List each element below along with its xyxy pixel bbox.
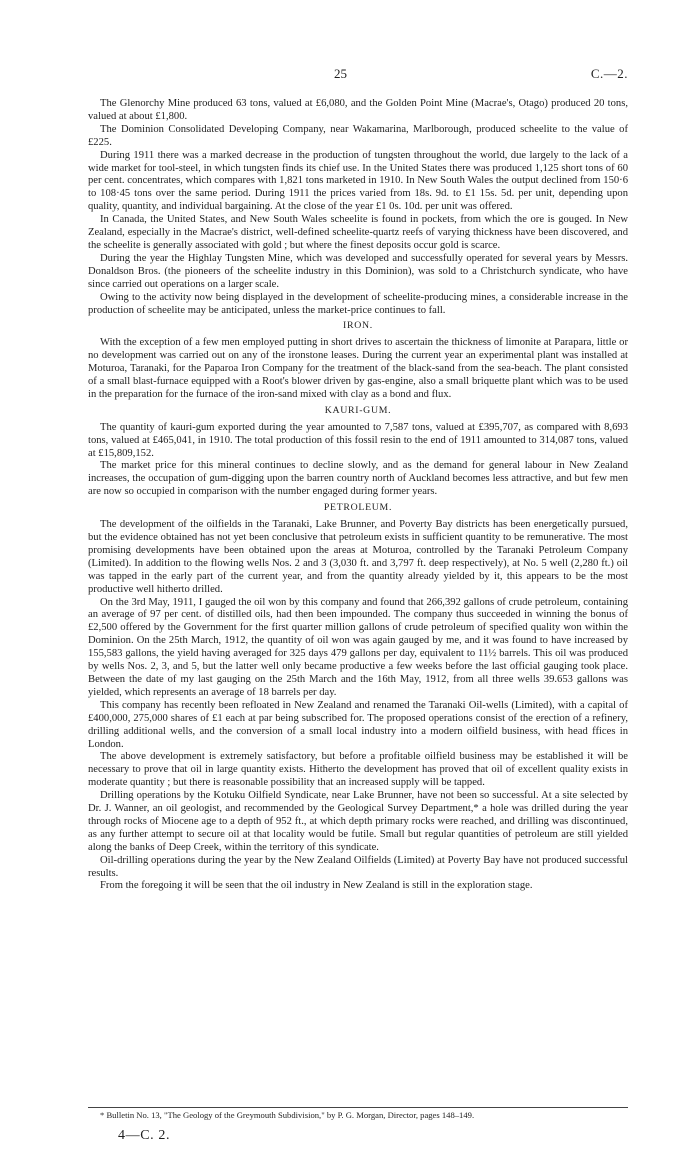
- paragraph-scheelite-outlook: Owing to the activity now being displayed in the development of scheelite-producing mines, a considerable increase in the production of scheelite may be anticipated, unless the market-price continues to fall.: [88, 291, 628, 316]
- paragraph-iron: With the exception of a few men employed putting in short drives to ascertain the thickness of limonite at Parapara, little or no development was carried out on any of the ironstone leases. During the current year an experimental plant was installed at Moturoa, Taranaki, for the Paparoa Iron Company for the treatment of the black-sand from the sea-beach. The plant consisted of a small blast-furnace equipped with a Root's blower driven by gas-engine, also a small briquette plant which was to be used in the preparation for the furnace of the iron-sand mixed with clay as a bond and flux.: [88, 337, 628, 400]
- paragraph-scheelite-pockets: In Canada, the United States, and New South Wales scheelite is found in pockets, from which the ore is gouged. In New Zealand, especially in the Macrae's district, well-defined scheelite-quartz reefs of varying thickness have been discovered, and the scheelite is generally associated with gold ; but where the finest deposits occur gold is scarce.: [88, 214, 628, 251]
- paragraph-oil-gauging: On the 3rd May, 1911, I gauged the oil won by this company and found that 266,392 gallons of crude petroleum, containing an average of 97 per cent. of distilled oils, had then been impounded. The company thus succeeded in winning the bonus of £2,500 offered by the Government for the first quarter million gallons of crude petroleum of specified quality won within the Dominion. On the 25th March, 1912, the quantity of oil won was again gauged by me, and it was found to have increased by 155,583 gallons, the yield having averaged for 325 days 479 gallons per day, equivalent to 11½ barrels. This oil was produced by wells Nos. 2, 3, and 5, but the latter well only became productive a few weeks before the last official gauging took place. Between the date of my last gauging on the 25th March and the 16th May, 1912, from all three wells 39.653 gallons was yielded, which represents an average of 18 barrels per day.: [88, 596, 628, 698]
- paragraph-kotuku-drilling: Drilling operations by the Kotuku Oilfield Syndicate, near Lake Brunner, have not been so successful. At a site selected by Dr. J. Wanner, an oil geologist, and recommended by the Geological Survey Department,* a hole was drilled during the year through rocks of Miocene age to a depth of 952 ft., at which depth primary rocks were reached, and drilling was discontinued, as any further attempt to secure oil at that locality would be futile. Small but regular quantities of petroleum are still yielded along the banks of Deep Creek, within the territory of this syndicate.: [88, 790, 628, 853]
- page-header: [88, 66, 628, 84]
- paragraph-company-refloated: This company has recently been refloated in New Zealand and renamed the Taranaki Oil-wells (Limited), with a capital of £400,000, 275,000 shares of £1 each at par being subscribed for. The proposed operations consist of the erection of a refinery, drilling additional wells, and the conversion of a small local industry into a modern oilfield business, with head ffices in London.: [88, 699, 628, 750]
- document-reference: C.—2.: [590, 66, 628, 81]
- paragraph-highlay-mine: During the year the Highlay Tungsten Mine, which was developed and successfully operated for several years by Messrs. Donaldson Bros. (the pioneers of the scheelite industry in this Dominion), was sold to a Christchurch syndicate, who have since carried out operations on a larger scale.: [88, 252, 628, 290]
- paragraph-dominion-consolidated: The Dominion Consolidated Developing Company, near Wakamarina, Marlborough, produced scheelite to the value of £225.: [88, 123, 628, 148]
- section-heading-iron: IRON.: [343, 320, 373, 332]
- paragraph-poverty-bay: Oil-drilling operations during the year by the New Zealand Oilfields (Limited) at Poverty Bay have not produced successful results.: [88, 854, 628, 879]
- page-signature: 4—C. 2.: [118, 1128, 171, 1143]
- footnote: * Bulletin No. 13, "The Geology of the Greymouth Subdivision," by P. G. Morgan, Director, pages 148–149.: [100, 1110, 475, 1120]
- body-text: [88, 98, 628, 893]
- paragraph-oilfields-development: The development of the oilfields in the Taranaki, Lake Brunner, and Poverty Bay districts has been energetically pursued, but the evidence obtained has not yet been conclusive that petroleum exists in sufficient quantity to be remunerative. The most promising developments have been obtained upon the areas at Moturoa, controlled by the Taranaki Petroleum Company (Limited). In addition to the flowing wells Nos. 2 and 3 (3,030 ft. and 3,797 ft. deep respectively), at No. 5 well (2,280 ft.) oil was tapped in the early part of the current year, and from the quantity already yielded by it, this appears to be the most productive well hitherto drilled.: [88, 519, 628, 595]
- page-number: 25: [334, 66, 347, 81]
- paragraph-development-outlook: The above development is extremely satisfactory, but before a profitable oilfield business may be established it will be necessary to prove that oil in large quantity exists. Hitherto the development has proved that oil of excellent quality exists in moderate quantity ; but there is reasonable possibility that an increased supply will be tapped.: [88, 751, 628, 789]
- paragraph-conclusion: From the foregoing it will be seen that the oil industry in New Zealand is still in the exploration stage.: [100, 880, 533, 892]
- paragraph-kauri-gum-market: The market price for this mineral continues to decline slowly, and as the demand for general labour in New Zealand increases, the occupation of gum-digging upon the barren country north of Auckland becomes less attractive, and but few men are now so occupied in comparison with the number engaged during former years.: [88, 460, 628, 498]
- section-heading-kauri-gum: KAURI-GUM.: [324, 404, 392, 416]
- paragraph-glenorchy: The Glenorchy Mine produced 63 tons, valued at £6,080, and the Golden Point Mine (Macrae's, Otago) produced 20 tons, valued at about £1,800.: [88, 98, 628, 122]
- paragraph-tungsten-decrease: During 1911 there was a marked decrease in the production of tungsten throughout the world, due largely to the lack of a wide market for tool-steel, in which tungsten finds its chief use. In the United States there was produced 1,125 short tons of 60 per cent. concentrates, which compares with 1,821 tons marketed in 1910. In New South Wales the output declined from 150·6 to 108·45 tons over the same period. During 1911 the prices varied from 18s. 9d. to £1 15s. 5d. per unit, depending upon quality, quantity, and individual bargaining. At the close of the year £1 0s. 10d. per unit was offered.: [88, 149, 628, 213]
- section-heading-petroleum: PETROLEUM.: [323, 502, 393, 514]
- paragraph-kauri-gum-exports: The quantity of kauri-gum exported during the year amounted to 7,587 tons, valued at £395,707, as compared with 8,693 tons, valued at £465,041, in 1910. The total production of this fossil resin to the end of 1911 amounted to 314,087 tons, valued at £15,809,152.: [88, 421, 628, 459]
- footnote-divider: [88, 1107, 628, 1108]
